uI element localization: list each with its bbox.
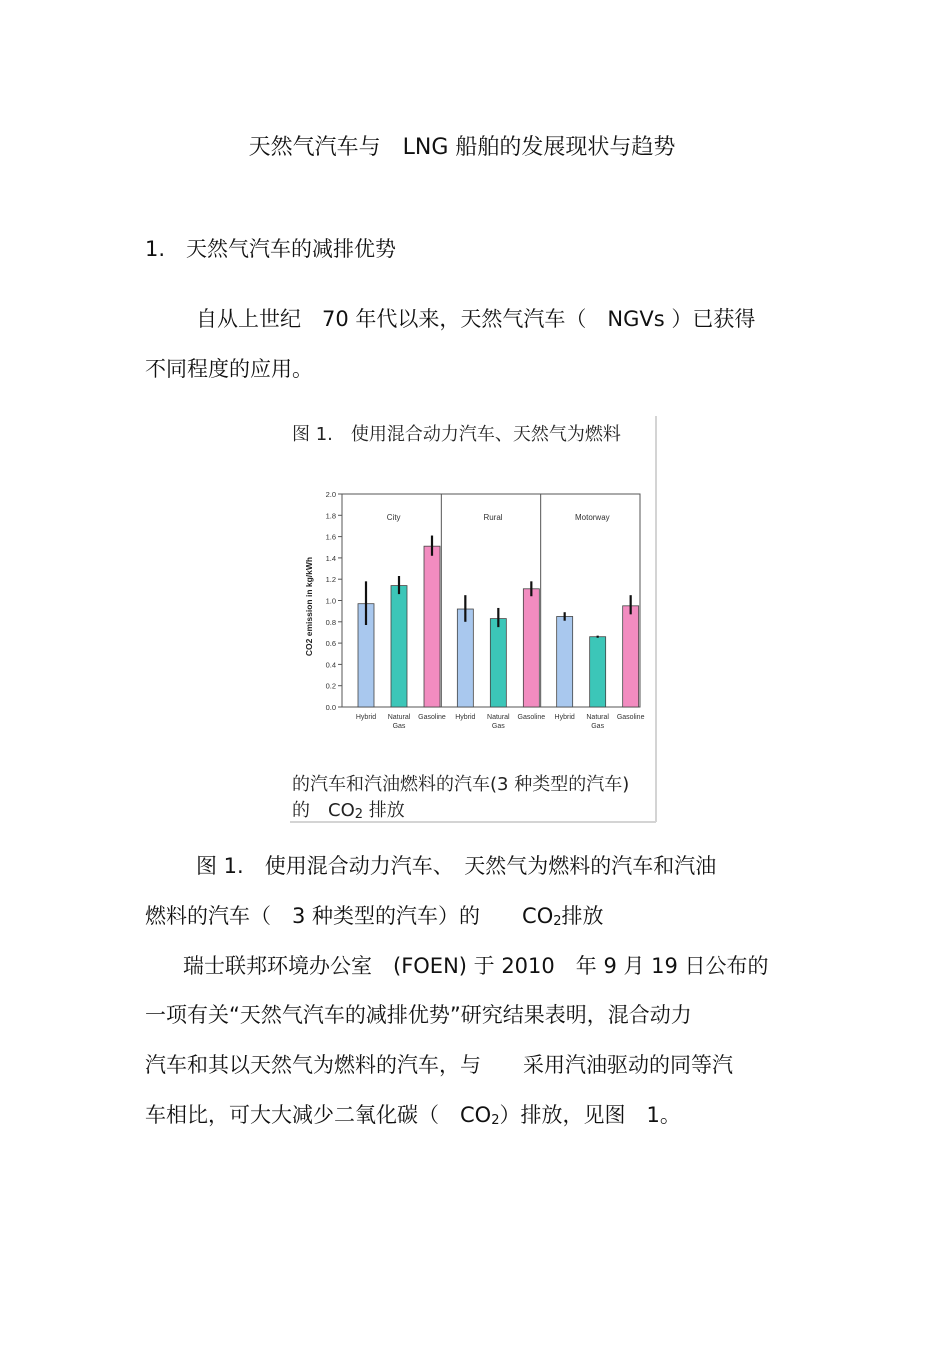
category-label: Gasoline bbox=[418, 714, 446, 721]
bar bbox=[623, 606, 639, 707]
paragraph-2-line-2: 一项有关“天然气汽车的减排优势”研究结果表明，混合动力 bbox=[145, 1003, 692, 1027]
bar bbox=[391, 586, 407, 707]
category-label: Hybrid bbox=[355, 714, 377, 721]
panel-title: City bbox=[386, 513, 401, 522]
bar bbox=[557, 616, 573, 707]
category-label: Gas bbox=[491, 723, 505, 730]
figure-footer-caption-post: 排放 bbox=[363, 800, 405, 821]
category-label: Natural bbox=[387, 714, 411, 721]
y-tick-label: 1.2 bbox=[325, 575, 336, 585]
paragraph-2-subscript: 2 bbox=[491, 1113, 500, 1128]
category-label: Gasoline bbox=[517, 714, 546, 721]
bar bbox=[457, 609, 473, 707]
paragraph-1-line-1: 自从上世纪 70 年代以来，天然气汽车（ NGVs ）已获得 bbox=[196, 307, 756, 331]
bar bbox=[490, 619, 506, 707]
bar bbox=[590, 637, 606, 707]
figure-caption-subscript: 2 bbox=[553, 914, 562, 929]
paragraph-2-line-1: 瑞士联邦环境办公室 (FOEN) 于 2010 年 9 月 19 日公布的 bbox=[183, 954, 769, 978]
figure-header-caption: 图 1. 使用混合动力汽车、天然气为燃料 bbox=[292, 424, 621, 445]
category-label: Natural bbox=[586, 714, 609, 721]
figure-footer-caption-subscript: 2 bbox=[354, 807, 364, 822]
y-tick-label: 1.4 bbox=[325, 553, 336, 563]
y-tick-label: 1.0 bbox=[325, 596, 336, 606]
figure-caption-line-2 bbox=[145, 900, 604, 930]
paragraph-2-line-4-pre: 车相比，可大大减少二氧化碳（ CO bbox=[145, 1103, 492, 1127]
figure-caption-line-2-post: 排放 bbox=[561, 904, 604, 928]
y-tick-label: 2.0 bbox=[325, 490, 336, 499]
figure-footer-caption-line-2 bbox=[292, 796, 405, 822]
figure-caption-line-2-pre: 燃料的汽车（ 3 种类型的汽车）的 CO bbox=[145, 904, 554, 928]
section-heading: 1. 天然气汽车的减排优势 bbox=[145, 237, 397, 261]
y-tick-label: 0.6 bbox=[325, 639, 336, 649]
y-tick-label: 0.8 bbox=[325, 617, 336, 627]
paragraph-2-line-4-post: ）排放，见图 1。 bbox=[499, 1103, 681, 1127]
y-axis-label: CO2 emission in kg/kWh bbox=[304, 556, 314, 657]
bar bbox=[424, 546, 440, 707]
category-label: Gas bbox=[392, 723, 406, 730]
paragraph-1-line-2: 不同程度的应用。 bbox=[145, 357, 313, 381]
y-tick-label: 0.4 bbox=[325, 660, 336, 670]
category-label: Hybrid bbox=[554, 714, 575, 721]
y-tick-label: 1.8 bbox=[325, 511, 336, 521]
bar bbox=[523, 589, 539, 707]
category-label: Gasoline bbox=[616, 714, 645, 721]
figure-caption-line-1: 图 1. 使用混合动力汽车、 天然气为燃料的汽车和汽油 bbox=[196, 854, 717, 878]
figure-image bbox=[288, 414, 656, 824]
y-tick-label: 1.6 bbox=[325, 532, 336, 542]
category-label: Natural bbox=[487, 714, 510, 721]
figure-footer-caption-pre: 的 CO bbox=[292, 800, 355, 821]
y-tick-label: 0.2 bbox=[325, 681, 336, 691]
paragraph-2-line-3: 汽车和其以天然气为燃料的汽车，与 采用汽油驱动的同等汽 bbox=[145, 1053, 733, 1077]
category-label: Hybrid bbox=[455, 714, 476, 721]
paragraph-2-line-4 bbox=[145, 1099, 681, 1129]
co2-emission-chart bbox=[288, 414, 656, 754]
category-label: Gas bbox=[591, 723, 605, 730]
y-tick-label: 0.0 bbox=[325, 703, 336, 712]
panel-title: Motorway bbox=[574, 513, 610, 522]
figure-footer-caption-line-1: 的汽车和汽油燃料的汽车(3 种类型的汽车) bbox=[292, 774, 630, 795]
document-title: 天然气汽车与 LNG 船舶的发展现状与趋势 bbox=[248, 135, 676, 160]
panel-title: Rural bbox=[483, 513, 503, 522]
